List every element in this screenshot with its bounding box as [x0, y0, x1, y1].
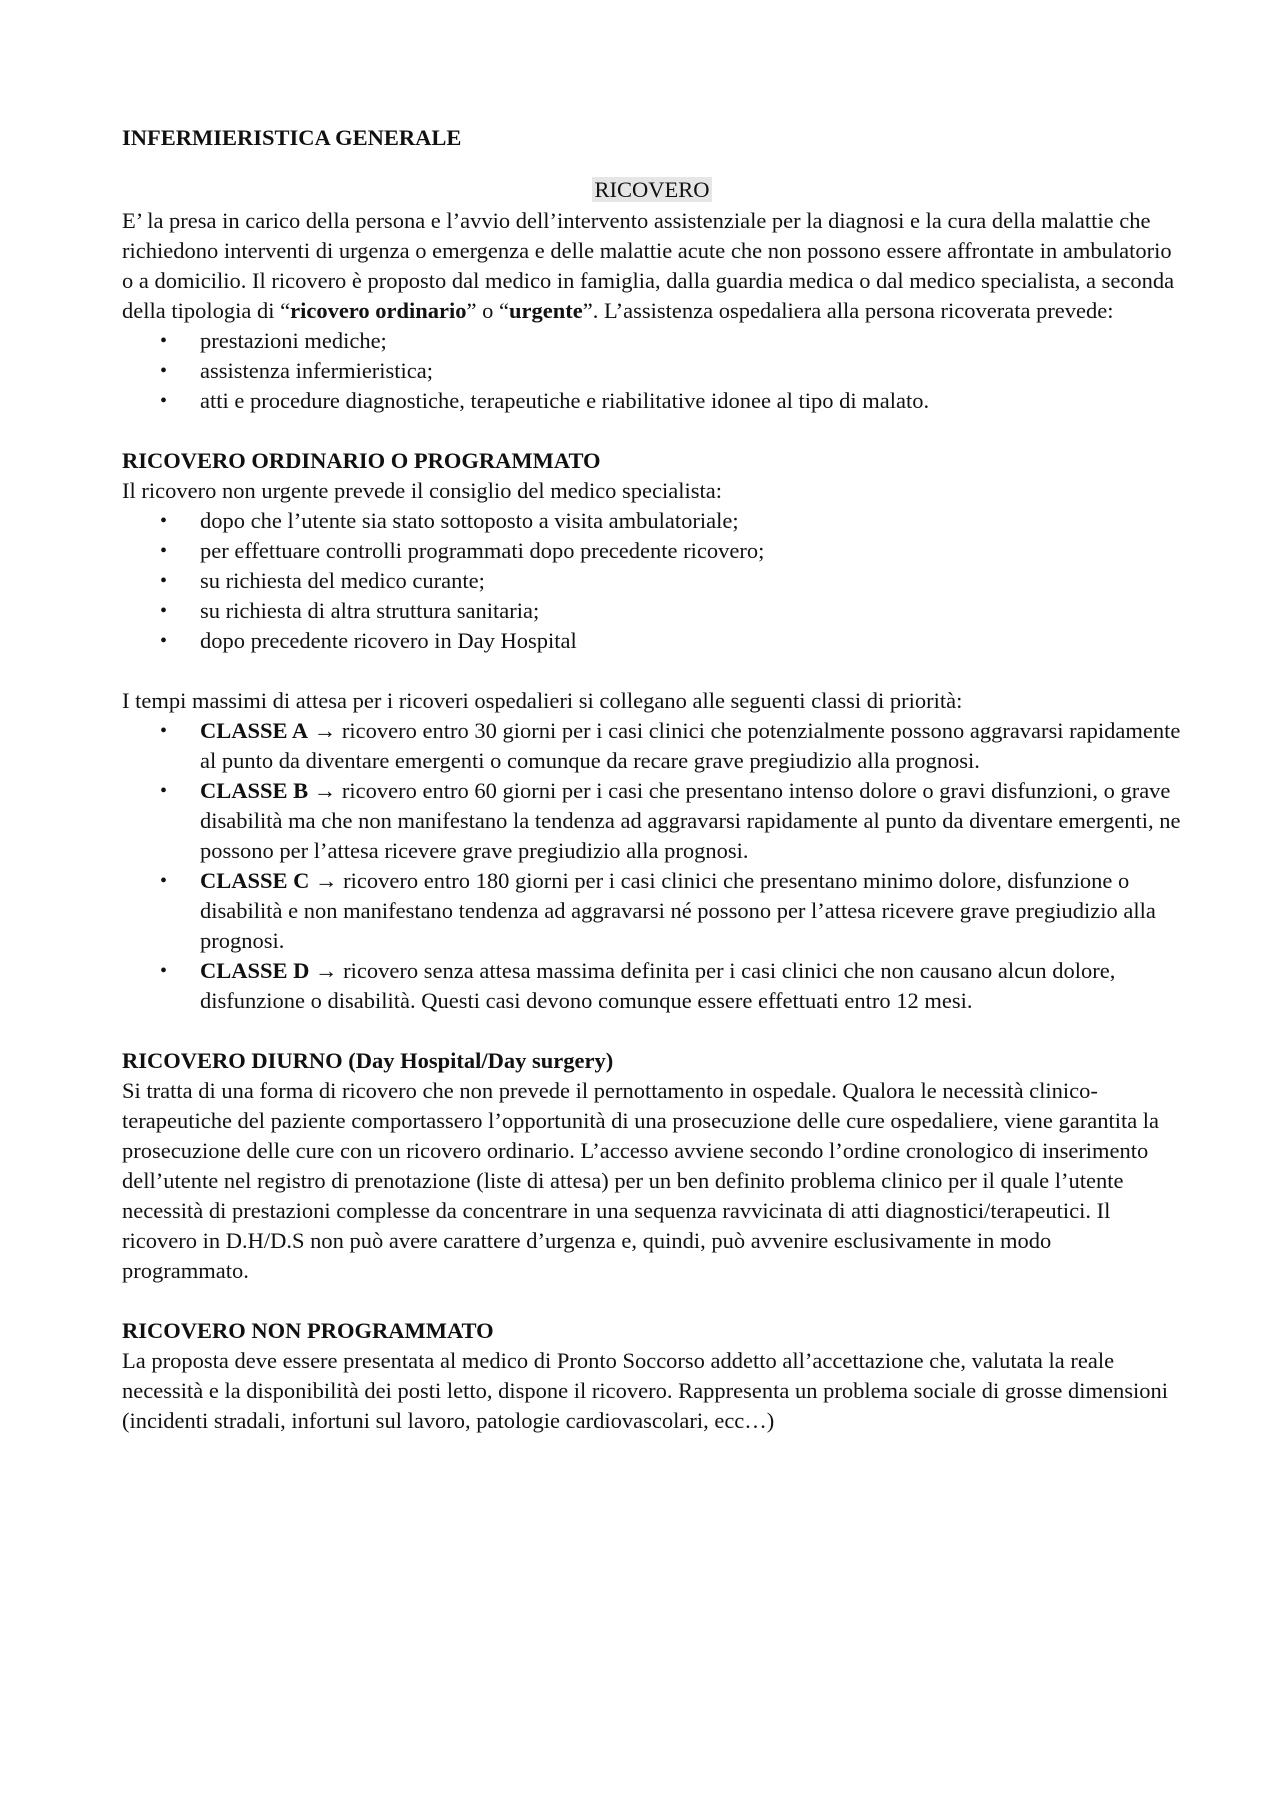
list-item-text: su richiesta di altra struttura sanitaria;	[200, 598, 540, 623]
list-item-text: su richiesta del medico curante;	[200, 568, 485, 593]
ricovero-intro-text-1: E’ la presa in carico della persona e l’avvio dell’intervento assistenziale per la diagnosi e la cura della malattie che richiedono interventi di urgenza o emergenza e delle malattie acute che non possono essere affrontate in ambulatorio o a domicilio. Il ricovero è proposto dal medico in famiglia, dalla guardia medica o dal medico specialista, a seconda della tipologia di “	[122, 208, 1175, 323]
bullet-icon: •	[160, 540, 168, 562]
class-text: ricovero entro 60 giorni per i casi che presentano intenso dolore o gravi disfunzioni, o grave disabilità ma che non manifestano la tendenza ad aggravarsi rapidamente al punto da diventare emergenti, ne possono per l’attesa ricevere grave pregiudizio alla prognosi.	[200, 778, 1181, 863]
arrow-right-icon: →	[308, 718, 342, 743]
list-item	[122, 596, 1182, 626]
list-item-text: prestazioni mediche;	[200, 328, 387, 353]
diurno-body: Si tratta di una forma di ricovero che non prevede il pernottamento in ospedale. Qualora le necessità clinico-terapeutiche del paziente comportassero l’opportunità di una prosecuzione delle cure ospedaliere, viene garantita la prosecuzione delle cure con un ricovero ordinario. L’accesso avviene secondo l’ordine cronologico di inserimento dell’utente nel registro di prenotazione (liste di attesa) per un ben definito problema clinico per il quale l’utente necessità di prestazioni complesse da concentrare in una sequenza ravvicinata di atti diagnostici/terapeutici. Il ricovero in D.H/D.S non può avere carattere d’urgenza e, quindi, può avvenire esclusivamente in modo programmato.	[122, 1078, 1160, 1283]
ricovero-intro-bold-urgente: urgente	[509, 298, 583, 323]
class-label: CLASSE A	[200, 718, 309, 743]
class-text: ricovero entro 30 giorni per i casi clinici che potenzialmente possono aggravarsi rapidamente al punto da diventare emergenti o comunque da recare grave pregiudizio alla prognosi.	[200, 718, 1181, 773]
ordinario-intro: Il ricovero non urgente prevede il consiglio del medico specialista:	[122, 478, 723, 503]
ordinario-heading: RICOVERO ORDINARIO O PROGRAMMATO	[122, 448, 601, 473]
ricovero-intro-bold-ordinario: ricovero ordinario	[290, 298, 467, 323]
bullet-icon: •	[160, 330, 168, 352]
list-item	[122, 626, 1182, 656]
class-label: CLASSE C	[200, 868, 310, 893]
bullet-icon: •	[160, 780, 168, 802]
list-item-text: dopo precedente ricovero in Day Hospital	[200, 628, 577, 653]
bullet-icon: •	[160, 570, 168, 592]
spacer	[122, 416, 1182, 446]
class-label: CLASSE D	[200, 958, 310, 983]
list-item	[122, 386, 1182, 416]
class-label: CLASSE B	[200, 778, 309, 803]
bullet-icon: •	[160, 510, 168, 532]
ricovero-intro-text-3: ”. L’assistenza ospedaliera alla persona ricoverata prevede:	[582, 298, 1114, 323]
list-item	[122, 356, 1182, 386]
classes-list	[122, 716, 1182, 1016]
bullet-icon: •	[160, 600, 168, 622]
bullet-icon: •	[160, 720, 168, 742]
document-title: INFERMIERISTICA GENERALE	[122, 125, 462, 150]
bullet-icon: •	[160, 390, 168, 412]
bullet-icon: •	[160, 870, 168, 892]
spacer	[122, 656, 1182, 686]
list-item-text: atti e procedure diagnostiche, terapeutiche e riabilitative idonee al tipo di malato.	[200, 388, 930, 413]
class-item-a	[122, 716, 1182, 776]
non-programmato-heading: RICOVERO NON PROGRAMMATO	[122, 1318, 494, 1343]
list-item-text: assistenza infermieristica;	[200, 358, 434, 383]
list-item	[122, 326, 1182, 356]
ricovero-intro	[122, 206, 1182, 326]
arrow-right-icon: →	[309, 958, 344, 983]
list-item	[122, 566, 1182, 596]
spacer	[122, 1016, 1182, 1046]
list-item	[122, 536, 1182, 566]
class-text: ricovero entro 180 giorni per i casi clinici che presentano minimo dolore, disfunzione o disabilità e non manifestano tendenza ad aggravarsi né possono per l’attesa ricevere grave pregiudizio alla prognosi.	[200, 868, 1156, 953]
ricovero-list	[122, 326, 1182, 416]
document-page	[122, 120, 1182, 1436]
bullet-icon: •	[160, 630, 168, 652]
class-text: ricovero senza attesa massima definita per i casi clinici che non causano alcun dolore, disfunzione o disabilità. Questi casi devono comunque essere effettuati entro 12 mesi.	[200, 958, 1116, 1013]
diurno-heading: RICOVERO DIURNO (Day Hospital/Day surgery)	[122, 1048, 614, 1073]
bullet-icon: •	[160, 960, 168, 982]
list-item-text: dopo che l’utente sia stato sottoposto a visita ambulatoriale;	[200, 508, 739, 533]
class-item-c	[122, 866, 1182, 956]
ricovero-intro-text-2: ” o “	[466, 298, 509, 323]
class-item-d	[122, 956, 1182, 1016]
class-item-b	[122, 776, 1182, 866]
non-programmato-body: La proposta deve essere presentata al medico di Pronto Soccorso addetto all’accettazione che, valutata la reale necessità e la disponibilità dei posti letto, dispone il ricovero. Rappresenta un problema sociale di grosse dimensioni (incidenti stradali, infortuni sul lavoro, patologie cardiovascolari, ecc…)	[122, 1348, 1169, 1433]
list-item	[122, 506, 1182, 536]
ricovero-heading-row	[122, 174, 1182, 206]
list-item-text: per effettuare controlli programmati dopo precedente ricovero;	[200, 538, 765, 563]
bullet-icon: •	[160, 360, 168, 382]
ricovero-heading: RICOVERO	[594, 177, 710, 202]
classes-intro: I tempi massimi di attesa per i ricoveri ospedalieri si collegano alle seguenti classi di priorità:	[122, 688, 963, 713]
arrow-right-icon: →	[308, 778, 342, 803]
ordinario-list	[122, 506, 1182, 656]
spacer	[122, 1286, 1182, 1316]
arrow-right-icon: →	[309, 868, 344, 893]
